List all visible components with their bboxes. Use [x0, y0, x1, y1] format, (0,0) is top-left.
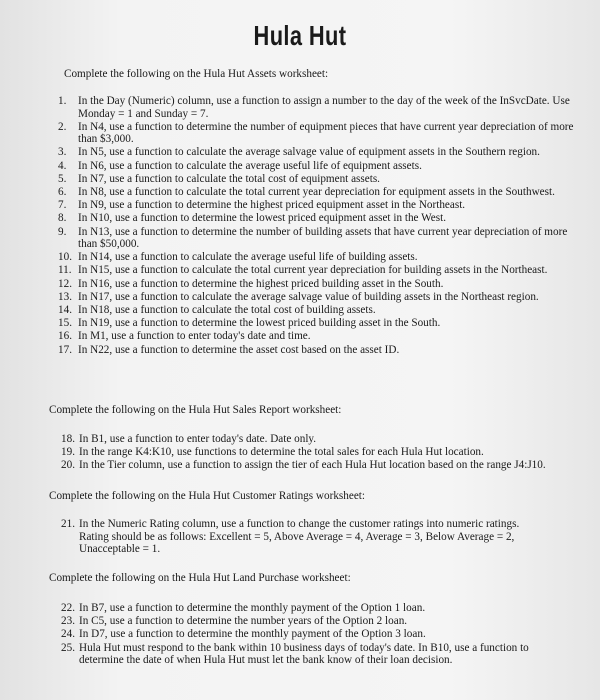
section-intro: Complete the following on the Hula Hut Customer Ratings worksheet:	[49, 490, 366, 502]
item-text: In N16, use a function to determine the highest priced building asset in the South.	[78, 277, 444, 290]
item-number: 21.	[61, 518, 75, 530]
list-item	[58, 199, 578, 212]
list-item	[58, 146, 578, 159]
item-number: 10.	[58, 251, 72, 264]
list-item	[58, 264, 578, 277]
item-text: In N14, use a function to calculate the average useful life of building assets.	[78, 251, 418, 264]
item-number: 14.	[58, 303, 72, 316]
list-item	[61, 642, 561, 667]
item-text: Hula Hut must respond to the bank within 10 business days of today's date. In B10, use a function to determine the date of when Hula Hut must let the bank know of their loan decision.	[79, 641, 529, 667]
list-item	[61, 433, 581, 446]
instruction-list	[61, 433, 581, 473]
item-number: 20.	[61, 459, 75, 472]
list-item	[58, 317, 578, 330]
item-text: In N9, use a function to determine the highest priced equipment asset in the Northeast.	[78, 199, 466, 212]
instruction-list	[61, 518, 541, 556]
page-title: Hula Hut	[253, 20, 347, 51]
list-item	[58, 186, 578, 199]
section-intro: Complete the following on the Hula Hut Sales Report worksheet:	[49, 404, 342, 416]
list-item	[58, 251, 578, 264]
item-text: In M1, use a function to enter today's date and time.	[78, 330, 311, 343]
section-intro: Complete the following on the Hula Hut Land Purchase worksheet:	[49, 572, 351, 584]
list-item	[58, 278, 578, 291]
list-item	[58, 344, 578, 357]
list-item	[58, 95, 578, 120]
list-item	[61, 615, 561, 628]
list-item	[58, 330, 578, 343]
item-text: In N19, use a function to determine the lowest priced building asset in the South.	[78, 317, 441, 330]
item-text: In B1, use a function to enter today's date. Date only.	[79, 433, 317, 445]
item-text: In N22, use a function to determine the asset cost based on the asset ID.	[78, 343, 400, 356]
item-number: 16.	[58, 330, 72, 343]
item-text: In N5, use a function to calculate the average salvage value of equipment assets in the Southern region.	[78, 146, 540, 159]
item-number: 19.	[61, 446, 75, 459]
instruction-list	[61, 602, 561, 667]
list-item	[58, 160, 578, 173]
item-number: 6.	[58, 185, 67, 198]
item-number: 7.	[58, 199, 67, 212]
item-number: 2.	[58, 120, 67, 133]
item-text: In N13, use a function to determine the number of building assets that have current year depreciation of more than $50,000.	[78, 225, 568, 250]
item-text: In the range K4:K10, use functions to determine the total sales for each Hula Hut location.	[79, 446, 484, 459]
item-number: 5.	[58, 172, 67, 185]
item-text: In N4, use a function to determine the number of equipment pieces that have current year depreciation of more than $3,000.	[78, 120, 574, 146]
item-number: 3.	[58, 146, 67, 159]
instruction-list	[58, 95, 578, 357]
list-item	[58, 291, 578, 304]
item-text: In the Day (Numeric) column, use a function to assign a number to the day of the week of the InSvcDate. Use Monday = 1 and Sunday = 7.	[78, 95, 570, 120]
list-item	[61, 459, 581, 472]
list-item	[58, 226, 578, 251]
item-number: 15.	[58, 317, 72, 330]
item-number: 8.	[58, 212, 67, 225]
item-text: In the Tier column, use a function to assign the tier of each Hula Hut location based on the range J4:J10.	[79, 459, 546, 472]
item-text: In N17, use a function to calculate the average salvage value of building assets in the Northeast region.	[78, 290, 539, 303]
item-number: 22.	[61, 602, 75, 614]
list-item	[58, 173, 578, 186]
item-number: 24.	[61, 628, 75, 641]
item-number: 18.	[61, 433, 75, 445]
item-text: In N6, use a function to calculate the average useful life of equipment assets.	[78, 159, 422, 172]
item-number: 1.	[58, 95, 67, 107]
item-number: 11.	[58, 264, 72, 277]
item-number: 25.	[61, 641, 75, 654]
item-text: In B7, use a function to determine the monthly payment of the Option 1 loan.	[79, 602, 426, 614]
list-item	[58, 304, 578, 317]
item-number: 17.	[58, 343, 72, 356]
section-intro: Complete the following on the Hula Hut Assets worksheet:	[64, 68, 329, 80]
item-text: In the Numeric Rating column, use a function to change the customer ratings into numeric ratings. Rating should be as follows: Excellent = 5, Above Average = 4, Average = 3, Below Average = 2, Unacceptable = 1.	[79, 518, 520, 555]
item-text: In N15, use a function to calculate the total current year depreciation for building assets in the Northeast.	[78, 264, 548, 277]
item-text: In N7, use a function to calculate the total cost of equipment assets.	[78, 172, 380, 185]
item-text: In C5, use a function to determine the number years of the Option 2 loan.	[79, 615, 408, 628]
item-text: In N10, use a function to determine the lowest priced equipment asset in the West.	[78, 212, 446, 225]
item-number: 23.	[61, 615, 75, 628]
item-number: 13.	[58, 290, 72, 303]
item-text: In D7, use a function to determine the monthly payment of the Option 3 loan.	[79, 628, 426, 641]
list-item	[58, 212, 578, 225]
list-item	[61, 446, 581, 459]
item-text: In N8, use a function to calculate the total current year depreciation for equipment assets in the Southwest.	[78, 185, 555, 198]
item-number: 12.	[58, 277, 72, 290]
list-item	[61, 628, 561, 641]
list-item	[61, 602, 561, 615]
list-item	[58, 121, 578, 146]
item-number: 4.	[58, 159, 67, 172]
item-number: 9.	[58, 225, 67, 238]
item-text: In N18, use a function to calculate the total cost of building assets.	[78, 303, 376, 316]
list-item	[61, 518, 541, 556]
